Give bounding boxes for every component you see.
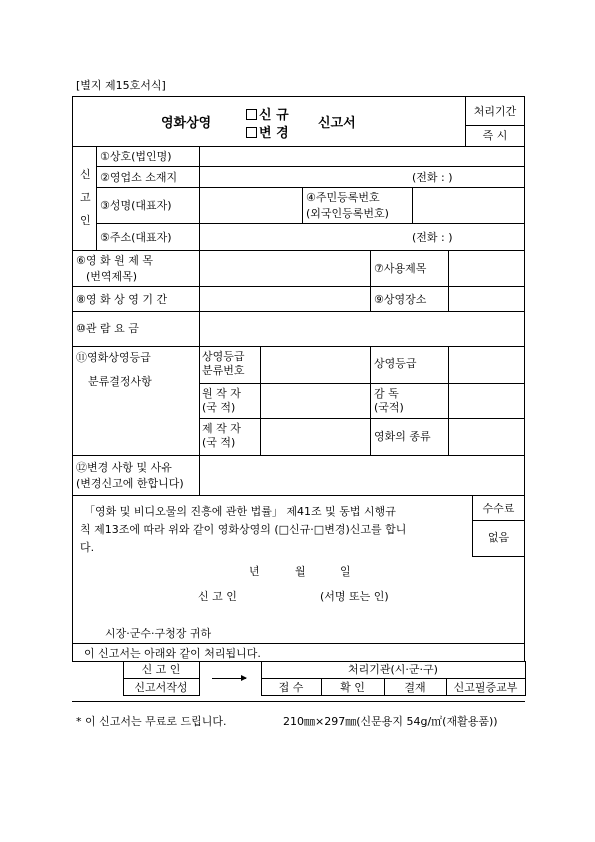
date-month: 월 bbox=[295, 565, 306, 578]
rating-label-1: ⑪영화상영등급 bbox=[76, 351, 151, 364]
change-reason-label-2: (변경신고에 한합니다) bbox=[76, 477, 184, 490]
row-line-2 bbox=[96, 187, 525, 188]
film-mid-divider-1 bbox=[370, 250, 371, 311]
recipient: 시장·군수·구청장 귀하 bbox=[105, 627, 212, 640]
frame-top bbox=[72, 96, 525, 97]
fee-box-bottom bbox=[472, 556, 525, 557]
option-change-checkbox[interactable] bbox=[246, 127, 257, 138]
translated-title-label: (번역제목) bbox=[86, 270, 138, 283]
process-agency-label: 처리기관(시·군·구) bbox=[348, 663, 438, 676]
reporter-group-char-1: 신 bbox=[80, 168, 91, 181]
processing-period-value: 즉 시 bbox=[482, 129, 508, 142]
process-step-confirm: 확 인 bbox=[340, 681, 365, 694]
process-step-approve: 결재 bbox=[404, 681, 426, 694]
change-reason-bottom bbox=[72, 495, 525, 496]
process-step-receive: 접 수 bbox=[278, 681, 304, 694]
rating-grade-label: 상영등급 bbox=[374, 357, 417, 370]
original-title-label: ⑥영 화 원 제 목 bbox=[76, 254, 153, 267]
statement-line-1: 「영화 및 비디오물의 진흥에 관한 법률」 제41조 및 동법 시행규 bbox=[84, 505, 396, 518]
admission-fee-label: ⑩관 람 요 금 bbox=[76, 322, 139, 335]
statement-line-2: 칙 제13조에 따라 위와 같이 영화상영의 (□신규·□변경)신고를 합니 bbox=[80, 523, 407, 536]
footer-paper-spec: 210㎜×297㎜(신문용지 54g/㎡(재활용품)) bbox=[283, 715, 498, 728]
header-inner-line bbox=[465, 125, 525, 126]
director-label-1: 감 독 bbox=[374, 387, 399, 400]
title-left: 영화상영 bbox=[161, 116, 212, 131]
film-row-line-2 bbox=[72, 311, 525, 312]
resident-id-divider-left bbox=[302, 187, 303, 223]
rating-number-label-2: 분류번호 bbox=[202, 364, 245, 377]
row-line-1 bbox=[96, 166, 525, 167]
company-name-label: ①상호(법인명) bbox=[100, 150, 172, 163]
use-title-label: ⑦사용제목 bbox=[374, 262, 427, 275]
header-bottom bbox=[72, 146, 525, 147]
process-arrow-icon bbox=[212, 678, 246, 679]
reporter-group-char-3: 인 bbox=[80, 214, 91, 227]
reporter-bottom bbox=[72, 250, 525, 251]
film-type-label: 영화의 종류 bbox=[374, 430, 431, 443]
address-label: ⑤주소(대표자) bbox=[100, 231, 172, 244]
foreigner-id-label: (외국인등록번호) bbox=[306, 207, 389, 220]
rating-col-divider-3 bbox=[448, 346, 449, 455]
form-id: [별지 제15호서식] bbox=[76, 79, 166, 92]
footer-note: * 이 신고서는 무료로 드립니다. bbox=[76, 715, 227, 728]
business-phone: (전화 : ) bbox=[412, 171, 453, 184]
film-mid-divider-2 bbox=[448, 250, 449, 311]
resident-id-label: ④주민등록번호 bbox=[306, 191, 380, 204]
name-label: ③성명(대표자) bbox=[100, 199, 172, 212]
screening-place-label: ⑨상영장소 bbox=[374, 293, 427, 306]
frame-right bbox=[524, 96, 525, 661]
reporter-sign-label: 신 고 인 bbox=[198, 590, 237, 603]
processing-period-label: 처리기간 bbox=[473, 105, 517, 118]
change-reason-label-1: ⑫변경 사항 및 사유 bbox=[76, 461, 172, 474]
title-right: 신고서 bbox=[318, 116, 356, 131]
option-change-label: 변 경 bbox=[259, 126, 289, 141]
address-phone: (전화 : ) bbox=[412, 231, 453, 244]
rating-col-divider-2 bbox=[370, 346, 371, 455]
author-label-1: 원 작 자 bbox=[202, 387, 241, 400]
rating-bottom bbox=[72, 455, 525, 456]
process-bottom bbox=[72, 701, 525, 702]
screening-period-label: ⑧영 화 상 영 기 간 bbox=[76, 293, 168, 306]
producer-label-2: (국 적) bbox=[202, 436, 236, 449]
resident-id-divider-right bbox=[412, 187, 413, 223]
process-agency-inner bbox=[261, 678, 525, 679]
date-year: 년 bbox=[249, 565, 260, 578]
process-step-issue: 신고필증교부 bbox=[453, 681, 518, 694]
date-day: 일 bbox=[340, 565, 351, 578]
business-address-label: ②영업소 소재지 bbox=[100, 171, 178, 184]
fee-box-inner bbox=[472, 520, 525, 521]
rating-row-line-2 bbox=[199, 418, 525, 419]
rating-number-label-1: 상영등급 bbox=[202, 350, 245, 363]
process-reporter-step: 신고서작성 bbox=[134, 681, 188, 694]
statement-line-3: 다. bbox=[80, 541, 95, 554]
fee-label: 수수료 bbox=[482, 502, 515, 515]
process-note: 이 신고서는 아래와 같이 처리됩니다. bbox=[84, 647, 261, 660]
film-row-line-3 bbox=[72, 346, 525, 347]
option-new-label: 신 규 bbox=[259, 108, 289, 123]
reporter-group-char-2: 고 bbox=[80, 191, 91, 204]
director-label-2: (국적) bbox=[374, 401, 404, 414]
author-label-2: (국 적) bbox=[202, 401, 236, 414]
change-reason-divider bbox=[199, 455, 200, 495]
film-row-line-1 bbox=[72, 286, 525, 287]
statement-bottom bbox=[72, 643, 525, 644]
fee-value: 없음 bbox=[487, 531, 510, 544]
rating-row-line-1 bbox=[199, 383, 525, 384]
rating-col-divider-1 bbox=[260, 346, 261, 455]
producer-label-1: 제 작 자 bbox=[202, 422, 241, 435]
rating-label-2: 분류결정사항 bbox=[88, 375, 152, 388]
fee-divider bbox=[199, 311, 200, 346]
process-reporter-inner bbox=[123, 678, 199, 679]
reporter-group-divider bbox=[96, 146, 97, 250]
option-change bbox=[246, 126, 289, 141]
reporter-label-divider bbox=[199, 146, 200, 250]
sign-note: (서명 또는 인) bbox=[320, 590, 389, 603]
film-label-divider bbox=[199, 250, 200, 311]
row-line-3 bbox=[96, 223, 525, 224]
frame-left bbox=[72, 96, 73, 661]
process-reporter-label: 신 고 인 bbox=[141, 663, 181, 676]
option-new bbox=[246, 108, 289, 123]
rating-label-divider bbox=[199, 346, 200, 455]
option-new-checkbox[interactable] bbox=[246, 109, 257, 120]
